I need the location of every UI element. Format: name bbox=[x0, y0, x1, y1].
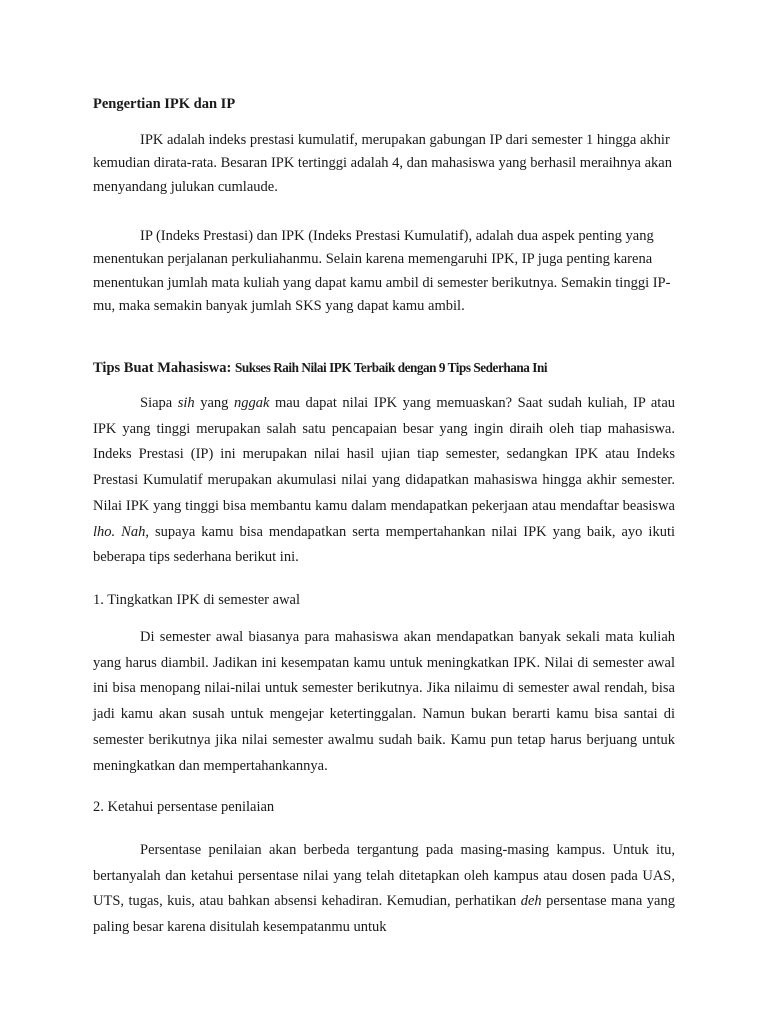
list-item-1-title: 1. Tingkatkan IPK di semester awal bbox=[93, 592, 301, 608]
italic-run: lho. Nah bbox=[93, 523, 146, 540]
italic-run: nggak bbox=[233, 395, 270, 411]
italic-run: deh bbox=[520, 893, 542, 910]
paragraph-persentase-penilaian bbox=[93, 838, 675, 941]
text-run: mau dapat nilai IPK yang memuaskan? Saat sudah kuliah, IP atau IPK yang tinggi merupakan salah satu pencapaian besar yang ingin diraih oleh tiap mahasiswa. Indeks Prestasi (IP) ini merupakan nilai hasil ujian tiap semester, sedangkan IPK atau Indeks Prestasi Kumulatif merupakan akumulasi nilai yang didapatkan mahasiswa hingga akhir semester. Nilai IPK yang tinggi bisa membantu kamu dalam mendapatkan pekerjaan atau mendaftar beasiswa bbox=[93, 395, 676, 514]
heading-tips-mahasiswa bbox=[93, 358, 675, 378]
text-run: , supaya kamu bisa mendapatkan serta mempertahankan nilai IPK yang baik, ayo ikuti beberapa tips sederhana berikut ini. bbox=[93, 523, 675, 566]
tips-heading-label: Tips Buat Mahasiswa: bbox=[93, 360, 235, 376]
paragraph-ip-ipk-aspects: IP (Indeks Prestasi) dan IPK (Indeks Prestasi Kumulatif), adalah dua aspek penting yang menentukan perjalanan perkuliahanmu. Selain karena memengaruhi IPK, IP juga penting karena menentukan jumlah mata kuliah yang dapat kamu ambil di semester berikutnya. Semakin tinggi IP-mu, maka semakin banyak jumlah SKS yang dapat kamu ambil. bbox=[93, 228, 671, 315]
text-run: Persentase penilaian akan berbeda tergantung pada masing-masing kampus. Untuk itu, bertanyalah dan ketahui persentase nilai yang telah ditetapkan oleh kampus atau dosen pada UAS, UTS, tugas, kuis, atau bahkan absensi kehadiran. Kemudian, perhatikan bbox=[93, 842, 675, 910]
text-run: Siapa bbox=[140, 395, 178, 411]
paragraph-semester-awal: Di semester awal biasanya para mahasiswa akan mendapatkan banyak sekali mata kuliah yang harus diambil. Jadikan ini kesempatan kamu untuk meningkatkan IPK. Nilai di semester awal ini bisa menopang nilai-nilai untuk semester berikutnya. Jika nilaimu di semester awal rendah, bisa jadi kamu akan susah untuk mengejar ketertinggalan. Namun bukan berarti kamu bisa santai di semester berikutnya jika nilai semester awalmu sudah baik. Kamu pun tetap harus berjuang untuk meningkatkan dan mempertahankannya. bbox=[93, 629, 675, 774]
paragraph-ipk-definition: IPK adalah indeks prestasi kumulatif, merupakan gabungan IP dari semester 1 hingga akhir kemudian dirata-rata. Besaran IPK tertinggi adalah 4, dan mahasiswa yang berhasil meraihnya akan menyandang julukan cumlaude. bbox=[93, 132, 672, 195]
heading-pengertian-ipk: Pengertian IPK dan IP bbox=[93, 96, 236, 112]
text-run: persentase mana yang paling besar karena disitulah kesempatanmu untuk bbox=[93, 893, 675, 936]
italic-run: sih bbox=[177, 395, 195, 411]
list-item-2-title: 2. Ketahui persentase penilaian bbox=[93, 799, 275, 815]
tips-heading-title: Sukses Raih Nilai IPK Terbaik dengan 9 Tips Sederhana Ini bbox=[234, 360, 548, 375]
text-run: yang bbox=[194, 395, 234, 411]
paragraph-intro-tips bbox=[93, 391, 675, 571]
